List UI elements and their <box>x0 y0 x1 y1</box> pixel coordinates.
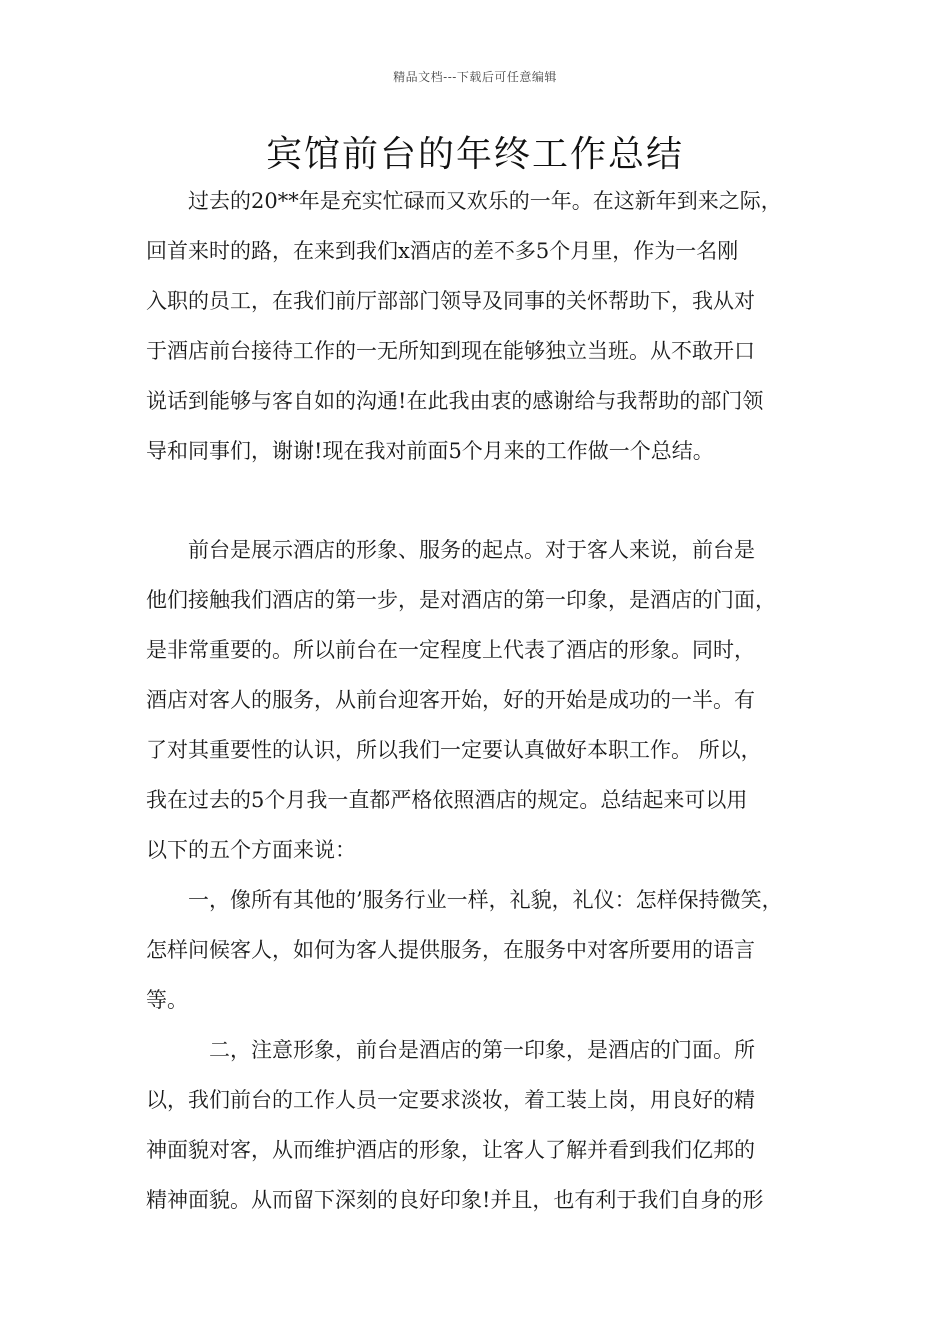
header-note: 精品文档---下载后可任意编辑 <box>393 70 557 84</box>
paragraph-3-line-1: 一，像所有其他的’服务行业一样，礼貌，礼仪：怎样保持微笑， <box>146 888 783 912</box>
paragraph-2-line-6: 我在过去的5个月我一直都严格依照酒店的规定。总结起来可以用 <box>146 788 748 812</box>
paragraph-1-line-6: 导和同事们，谢谢!现在我对前面5个月来的工作做一个总结。 <box>146 439 714 463</box>
paragraph-3-line-2: 怎样问候客人，如何为客人提供服务，在服务中对客所要用的语言 <box>146 938 755 962</box>
paragraph-4-line-2: 以，我们前台的工作人员一定要求淡妆，着工装上岗，用良好的精 <box>146 1088 755 1112</box>
paragraph-1-line-5: 说话到能够与客自如的沟通!在此我由衷的感谢给与我帮助的部门领 <box>146 389 764 413</box>
paragraph-4-line-3: 神面貌对客，从而维护酒店的形象，让客人了解并看到我们亿邦的 <box>146 1138 755 1162</box>
paragraph-1-line-2: 回首来时的路，在来到我们x酒店的差不多5个月里，作为一名刚 <box>146 239 739 263</box>
document-title: 宾馆前台的年终工作总结 <box>265 134 684 175</box>
paragraph-2-line-7: 以下的五个方面来说： <box>146 838 356 862</box>
paragraph-2-line-1: 前台是展示酒店的形象、服务的起点。对于客人来说，前台是 <box>146 538 755 562</box>
paragraph-1-line-4: 于酒店前台接待工作的一无所知到现在能够独立当班。从不敢开口 <box>146 339 755 363</box>
paragraph-2-line-2: 他们接触我们酒店的第一步，是对酒店的第一印象，是酒店的门面， <box>146 588 776 612</box>
paragraph-3-line-3: 等。 <box>146 988 188 1012</box>
paragraph-2-line-4: 酒店对客人的服务，从前台迎客开始，好的开始是成功的一半。有 <box>146 688 755 712</box>
paragraph-4-line-1: 二，注意形象，前台是酒店的第一印象，是酒店的门面。所 <box>146 1038 755 1062</box>
paragraph-1-line-1: 过去的20**年是充实忙碌而又欢乐的一年。在这新年到来之际， <box>146 189 782 213</box>
paragraph-1-line-3: 入职的员工，在我们前厅部部门领导及同事的关怀帮助下，我从对 <box>146 289 755 313</box>
paragraph-2-line-5: 了对其重要性的认识，所以我们一定要认真做好本职工作。 所以， <box>146 738 762 762</box>
paragraph-2-line-3: 是非常重要的。所以前台在一定程度上代表了酒店的形象。同时， <box>146 638 755 662</box>
paragraph-4-line-4: 精神面貌。从而留下深刻的良好印象!并且，也有利于我们自身的形 <box>146 1188 764 1212</box>
